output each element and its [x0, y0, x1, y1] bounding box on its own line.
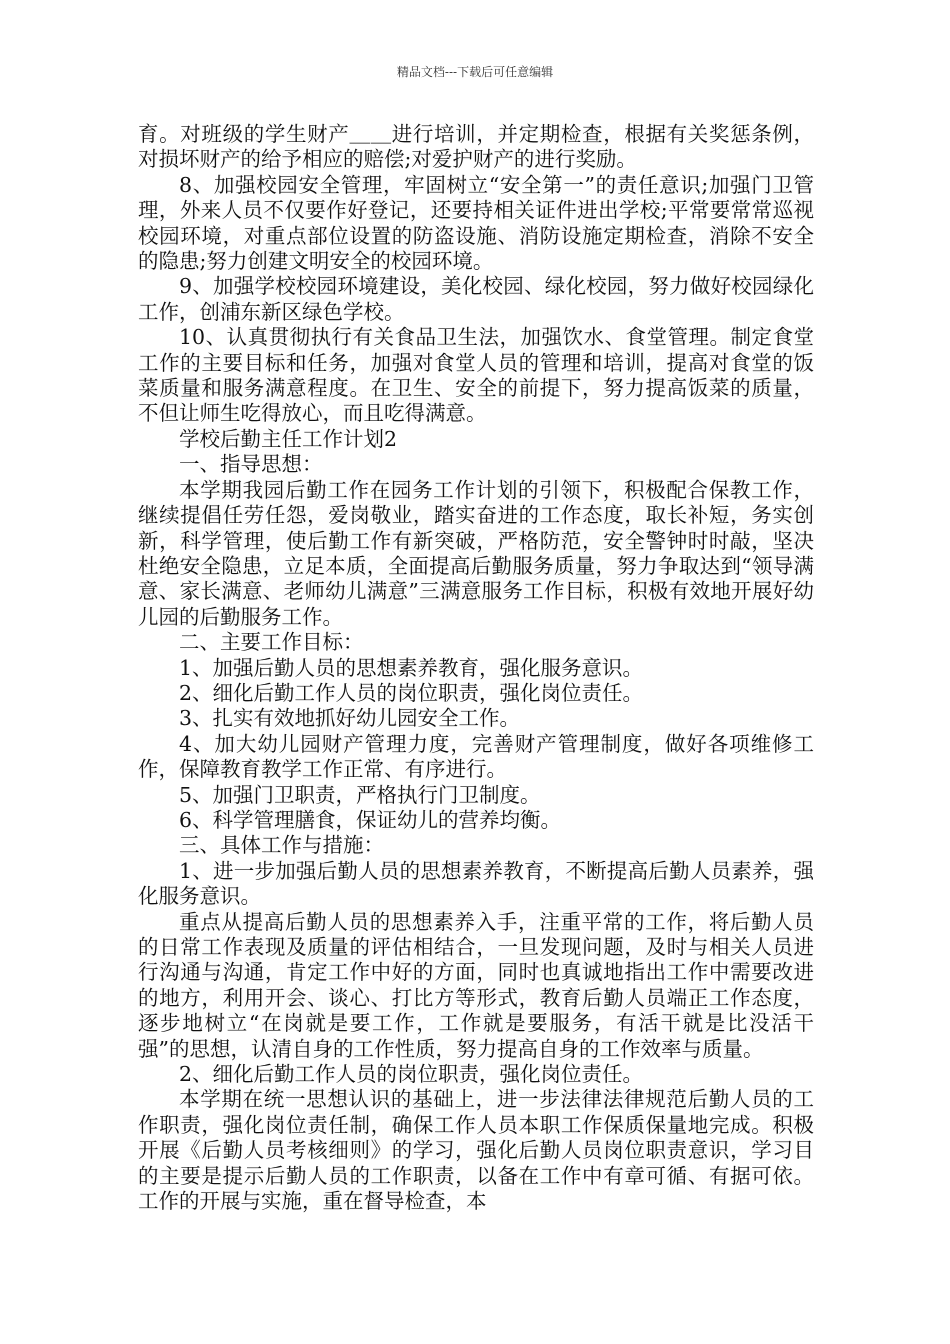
section-heading: 三、具体工作与措施：: [179, 833, 384, 858]
section-heading: 一、指导思想：: [179, 452, 323, 477]
paragraph: 10、认真贯彻执行有关食品卫生法，加强饮水、食堂管理。制定食堂工作的主要目标和任务，加强对食堂人员的管理和培训，提高对食堂的饭菜质量和服务满意程度。在卫生、安全的前提下，努力提高饭菜的质量，不但让师生吃得放心，而且吃得满意。: [138, 325, 814, 426]
paragraph: 育。对班级的学生财产＿＿进行培训，并定期检查，根据有关奖惩条例，对损坏财产的给予相应的赔偿;对爱护财产的进行奖励。: [138, 122, 814, 172]
paragraph: 重点从提高后勤人员的思想素养入手，注重平常的工作，将后勤人员的日常工作表现及质量的评估相结合，一旦发现问题，及时与相关人员进行沟通与沟通，肯定工作中好的方面，同时也真诚地指出工作中需要改进的地方，利用开会、谈心、打比方等形式，教育后勤人员端正工作态度，逐步地树立“在岗就是要工作，工作就是要服务，有活干就是比没活干强”的思想，认清自身的工作性质，努力提高自身的工作效率与质量。: [138, 909, 814, 1061]
section-title: 学校后勤主任工作计划2: [179, 426, 398, 451]
list-item: 2、细化后勤工作人员的岗位职责，强化岗位责任。: [179, 680, 644, 705]
list-item: 4、加大幼儿园财产管理力度，完善财产管理制度，做好各项维修工作，保障教育教学工作正常、有序进行。: [138, 731, 814, 782]
section-heading: 二、主要工作目标：: [179, 630, 364, 655]
list-item: 6、科学管理膳食，保证幼儿的营养均衡。: [179, 807, 562, 832]
paragraph: 9、加强学校校园环境建设，美化校园、绿化校园，努力做好校园绿化工作，创浦东新区绿色学校。: [138, 274, 814, 324]
list-item: 1、加强后勤人员的思想素养教育，强化服务意识。: [179, 655, 644, 680]
list-item: 3、扎实有效地抓好幼儿园安全工作。: [179, 706, 521, 731]
paragraph: 本学期我园后勤工作在园务工作计划的引领下，积极配合保教工作，继续提倡任劳任怨，爱岗敬业，踏实奋进的工作态度，取长补短，务实创新，科学管理，使后勤工作有新突破，严格防范，安全警钟时时敲，坚决杜绝安全隐患，立足本质，全面提高后勤服务质量，努力争取达到“领导满意、家长满意、老师幼儿满意”三满意服务工作目标，积极有效地开展好幼儿园的后勤服务工作。: [138, 477, 814, 629]
paragraph: 本学期在统一思想认识的基础上，进一步法律法律规范后勤人员的工作职责，强化岗位责任制，确保工作人员本职工作保质保量地完成。积极开展《后勤人员考核细则》的学习，强化后勤人员岗位职责意识，学习目的主要是提示后勤人员的工作职责，以备在工作中有章可循、有据可依。工作的开展与实施，重在督导检查，本: [138, 1087, 814, 1214]
paragraph: 8、加强校园安全管理，牢固树立“安全第一”的责任意识;加强门卫管理，外来人员不仅要作好登记，还要持相关证件进出学校;平常要常常巡视校园环境，对重点部位设置的防盗设施、消防设施定期检查，消除不安全的隐患;努力创建文明安全的校园环境。: [138, 172, 814, 274]
list-item: 5、加强门卫职责，严格执行门卫制度。: [179, 782, 541, 807]
page-header: 精品文档---下载后可任意编辑: [396, 65, 554, 79]
list-item: 2、细化后勤工作人员的岗位职责，强化岗位责任。: [179, 1062, 644, 1087]
document-body: [138, 122, 814, 1214]
list-item: 1、进一步加强后勤人员的思想素养教育，不断提高后勤人员素养，强化服务意识。: [138, 858, 814, 909]
